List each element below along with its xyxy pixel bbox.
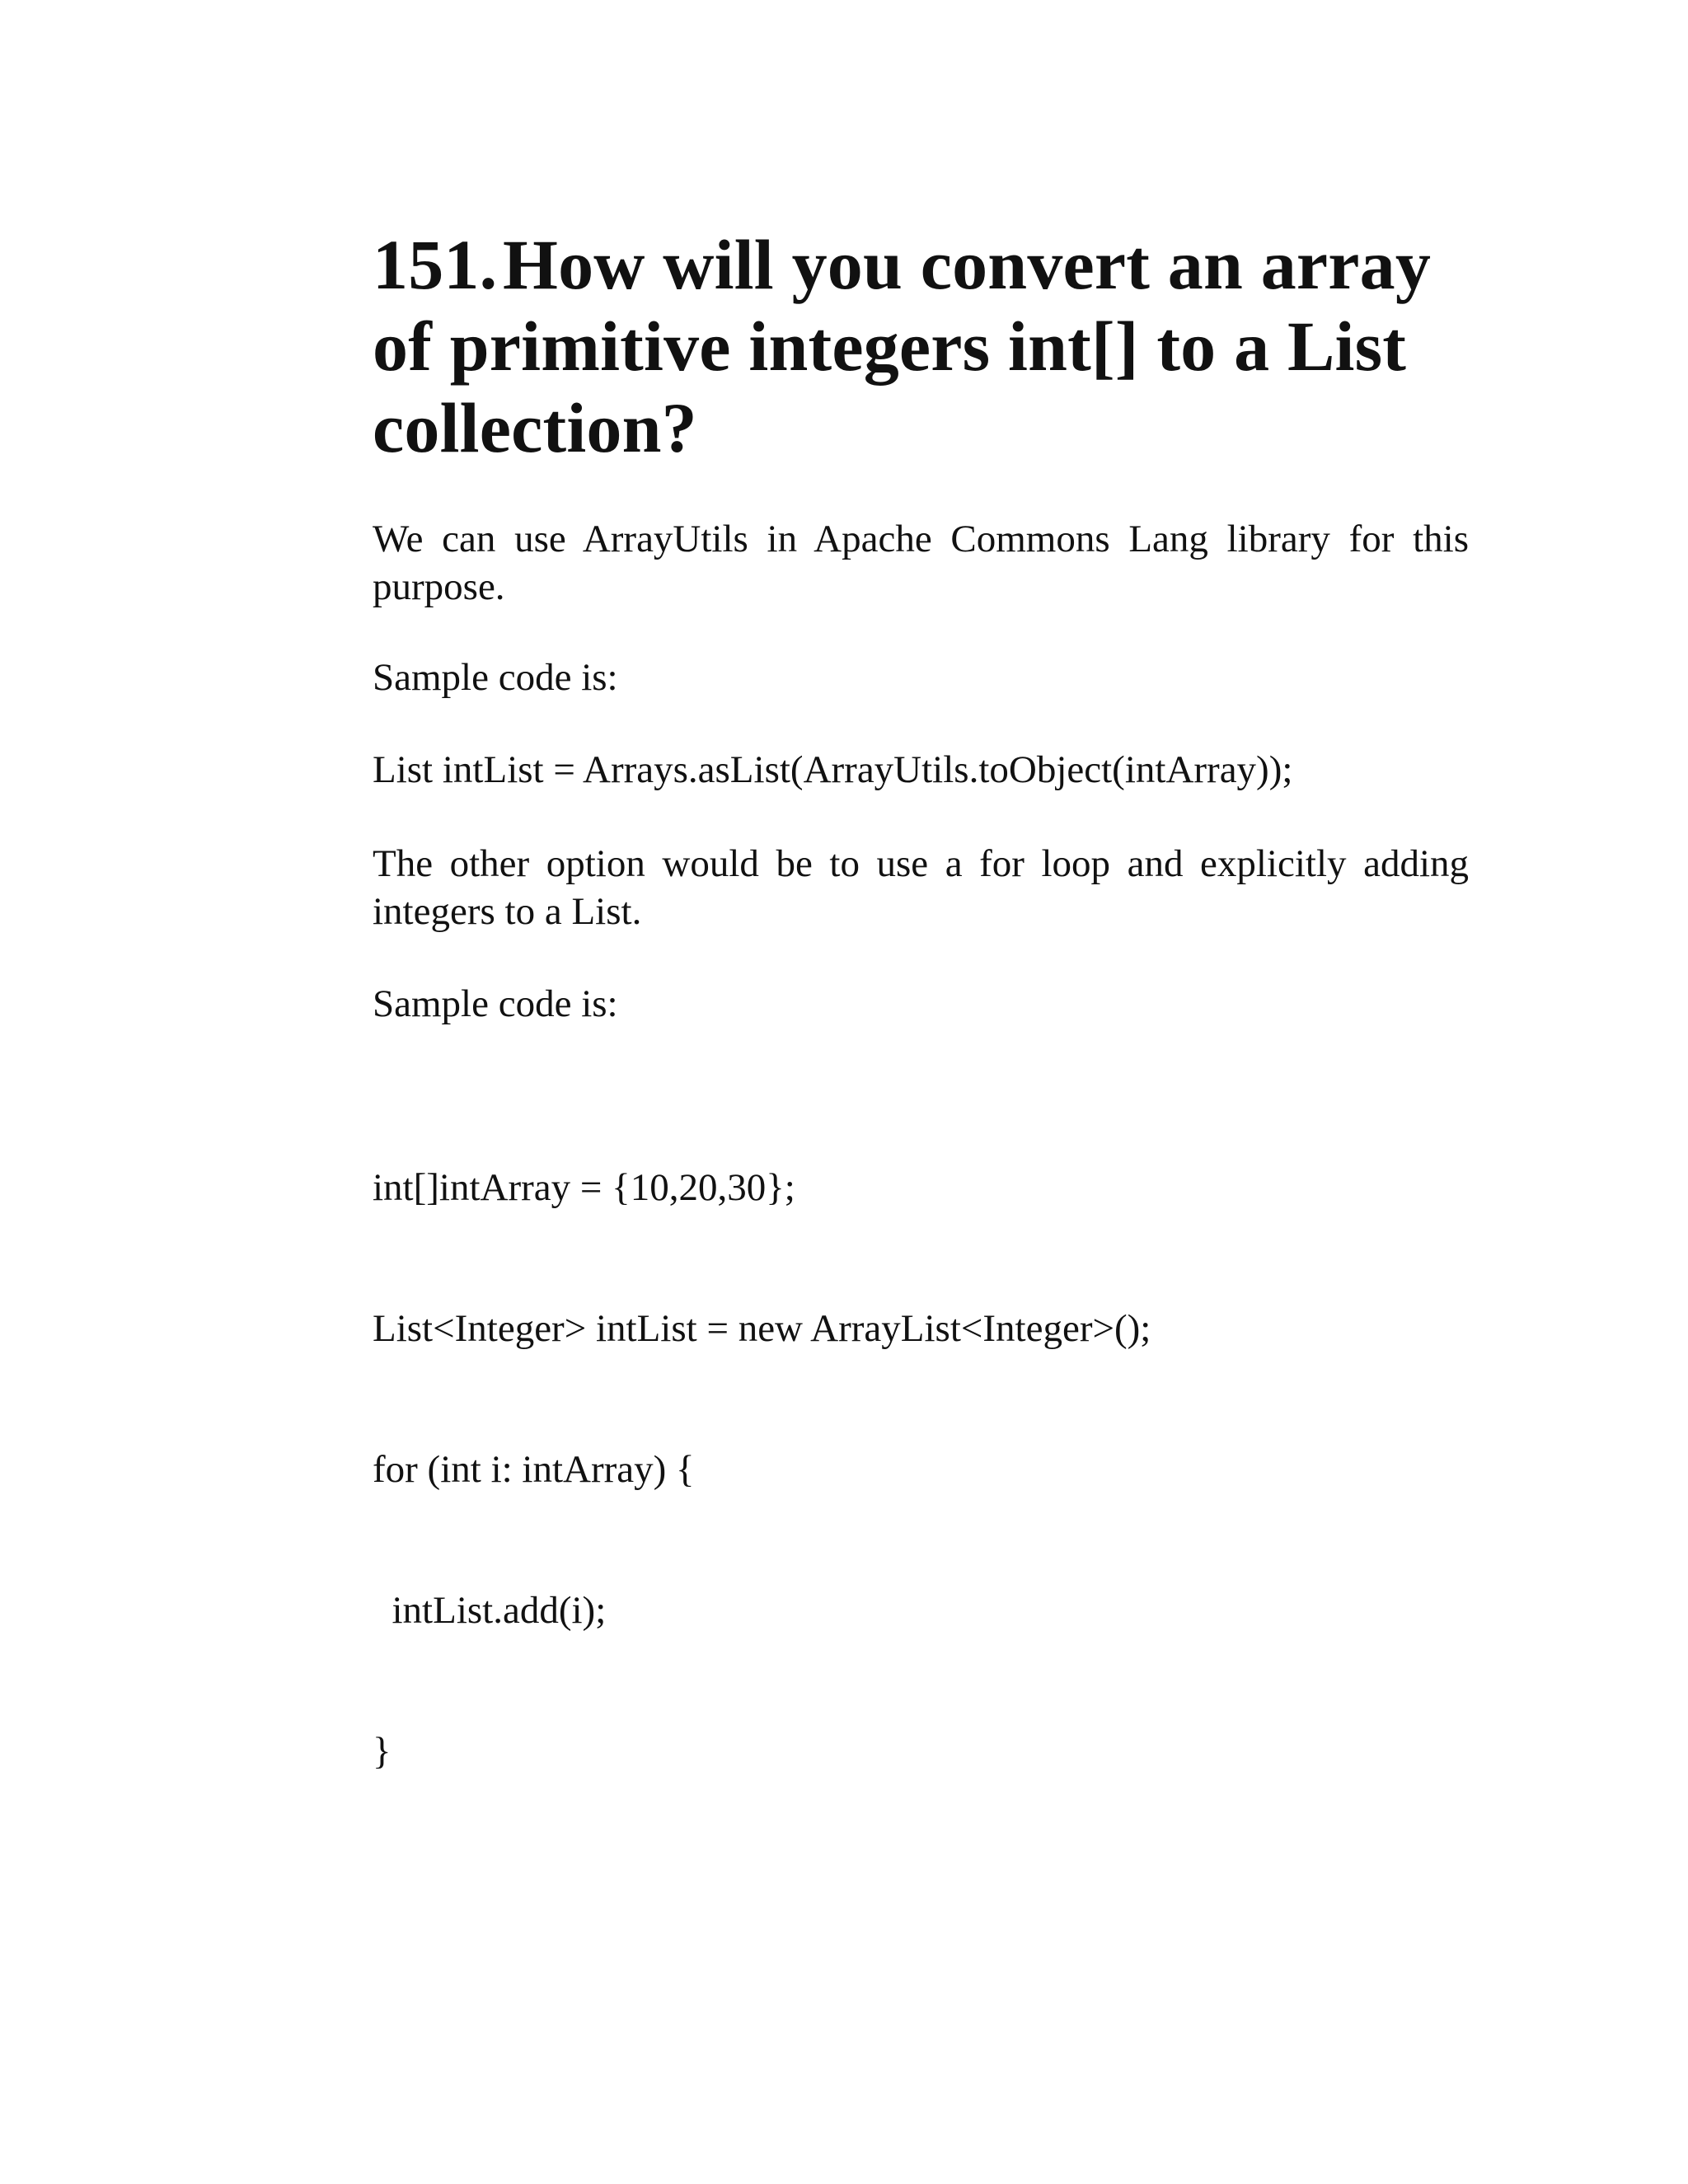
sample-code-label: Sample code is: (373, 982, 618, 1025)
question-number: 151. (373, 225, 498, 304)
code-line: } (373, 1730, 392, 1773)
page-content (373, 224, 1469, 1869)
code-block (373, 1071, 1469, 1869)
sample-code-label: Sample code is: (373, 656, 618, 699)
code-line: intList.add(i); (373, 1589, 607, 1632)
code-line: int[]intArray = {10,20,30}; (373, 1166, 795, 1209)
code-line: List<Integer> intList = new ArrayList<Integer>(); (373, 1307, 1151, 1350)
alternative-paragraph: The other option would be to use a for loop and explicitly adding integers to a List. (373, 842, 1469, 933)
intro-paragraph: We can use ArrayUtils in Apache Commons Lang library for this purpose. (373, 518, 1469, 608)
question-title: How will you convert an array of primitive integers int[] to a List collection? (373, 225, 1432, 467)
question-heading (373, 224, 1469, 469)
code-snippet-line: List intList = Arrays.asList(ArrayUtils.toObject(intArray)); (373, 748, 1293, 791)
code-line: for (int i: intArray) { (373, 1448, 695, 1491)
